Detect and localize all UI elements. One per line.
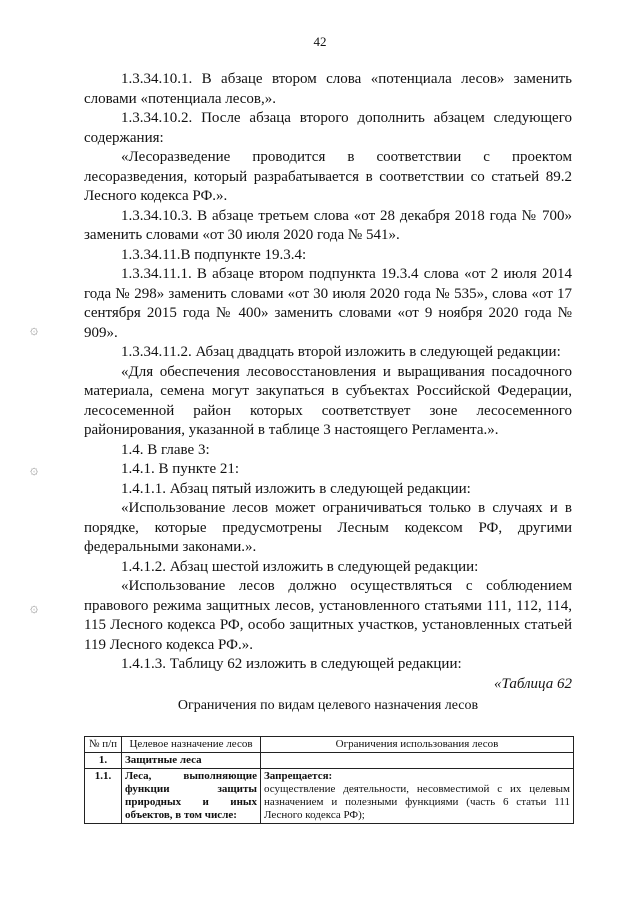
paragraph: 1.4.1.2. Абзац шестой изложить в следующей редакции: [121,558,479,575]
paragraph: 1.3.34.10.2. После абзаца второго дополнить абзацем следующего содержания: [84,110,572,146]
row-restriction [261,768,574,823]
binding-hole-mark: ۞ [30,322,39,338]
table-row [85,752,574,768]
header-purpose: Целевое назначение лесов [122,736,261,752]
row-purpose: Леса, выполняющие функции защиты природных и иных объектов, в том числе: [122,768,261,823]
binding-hole-mark: ۞ [30,462,39,478]
table-row [85,768,574,823]
header-restriction: Ограничения использования лесов [261,736,574,752]
paragraph: «Лесоразведение проводится в соответствии с проектом лесоразведения, который разрабатывается в соответствии со статьей 89.2 Лесного кодекса РФ.». [84,149,572,204]
table-title: Ограничения по видам целевого назначения лесов [177,698,479,713]
row-number: 1.1. [85,768,122,823]
document-body [84,70,572,824]
paragraph: 1.3.34.11.В подпункте 19.3.4: [121,246,307,263]
row-restriction [261,752,574,768]
paragraph: «Для обеспечения лесовосстановления и выращивания посадочного материала, семена могут закупаться в субъектах Российской Федерации, лесосеменной район которых соответствует зоне лесосеменного районирования, указанной в таблице 3 настоящего Регламента.». [84,363,572,438]
page-number: 42 [313,34,327,49]
table-header-row [85,736,574,752]
paragraph: 1.3.34.11.2. Абзац двадцать второй изложить в следующей редакции: [121,344,561,360]
restrictions-table [84,736,574,824]
row-number: 1. [85,752,122,768]
binding-hole-mark: ۞ [30,600,39,616]
paragraph: «Использование лесов должно осуществляться с соблюдением правового режима защитных лесов, установленного статьями 111, 112, 114, 115 Лесного кодекса РФ, особо защитных участков, установленных статьей 119 Лесного кодекса РФ.». [84,578,572,653]
table-label: «Таблица 62 [494,675,572,692]
restriction-heading: Запрещается: [264,769,333,782]
paragraph: 1.4. В главе 3: [121,441,210,458]
paragraph: 1.4.1.1. Абзац пятый изложить в следующей редакции: [121,480,471,497]
header-number: № п/п [85,736,122,752]
paragraph: 1.3.34.10.1. В абзаце втором слова «потенциала лесов» заменить словами «потенциала лесов,». [84,71,572,107]
paragraph: 1.4.1.3. Таблицу 62 изложить в следующей редакции: [121,656,462,672]
paragraph: 1.3.34.11.1. В абзаце втором подпункта 19.3.4 слова «от 2 июля 2014 года № 298» заменить словами «от 30 июля 2020 года № 535», слова «от 17 сентября 2015 года № 400» заменить словами «от 9 ноября 2020 года № 909». [84,266,572,341]
restriction-text: осуществление деятельности, несовместимой с их целевым назначением и полезными функциями (часть 6 статьи 111 Лесного кодекса РФ); [264,782,570,821]
paragraph: 1.3.34.10.3. В абзаце третьем слова «от 28 декабря 2018 года № 700» заменить словами «от 30 июля 2020 года № 541». [84,207,572,243]
row-purpose: Защитные леса [122,752,261,768]
paragraph: 1.4.1. В пункте 21: [121,461,240,477]
paragraph: «Использование лесов может ограничиваться только в случаях и в порядке, которые предусмотрены Лесным кодексом РФ, другими федеральными законами.». [84,500,572,555]
